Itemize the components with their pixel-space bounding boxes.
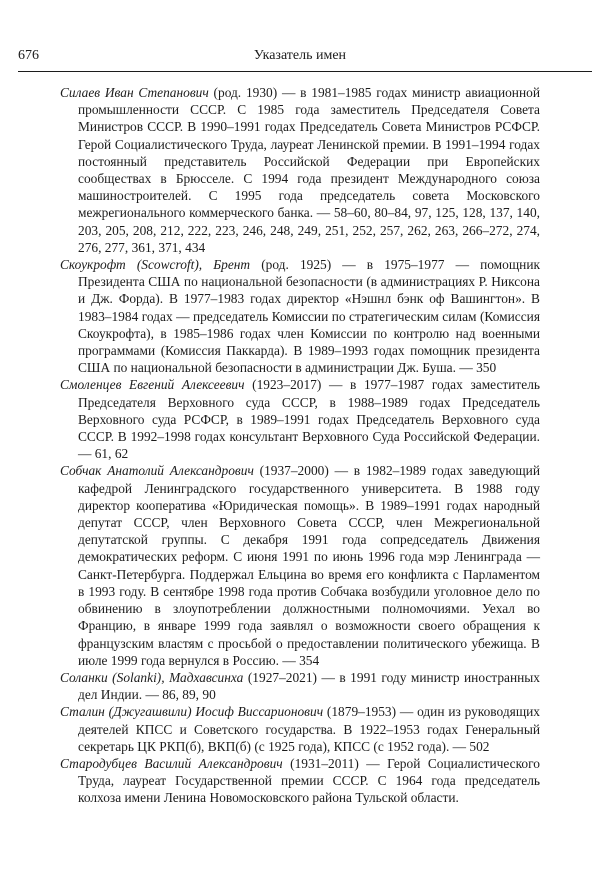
index-entry	[60, 84, 540, 256]
index-entry	[60, 462, 540, 668]
index-entry	[60, 376, 540, 462]
running-title: Указатель имен	[253, 48, 347, 63]
entry-name: Соланки (Solanki), Мадхавсинха	[60, 669, 244, 685]
entry-name: Собчак Анатолий Александрович	[60, 463, 254, 479]
entry-text: (1937–2000) — в 1982–1989 годах заведующий кафедрой Ленинградского государственного университета. В 1988 году директор кооператива «Юридическая помощь». В 1989–1991 годах народный депутат СССР, член Верховного Совета СССР, член Межрегиональной депутатской группы. С декабря 1991 года сопредседатель Движения демократических реформ. С июня 1991 по июнь 1996 года мэр Ленинграда — Санкт-Петербурга. Поддержал Ельцина во время его конфликта с Парламентом в 1993 году. В сентябре 1998 года против Собчака возбудили уголовное дело по обвинению в злоупотреблении должностными полномочиями. Уехал во Францию, в январе 1999 года заявлял о возможности своего обращения к французским властям с просьбой о предоставлении политического убежища. В июле 1999 года вернулся в Россию. — 354	[78, 463, 540, 668]
entry-name: Стародубцев Василий Александрович	[60, 755, 283, 771]
name-index-entries	[60, 84, 540, 807]
entry-text: (род. 1925) — в 1975–1977 — помощник Президента США по национальной безопасности (в администрациях Р. Никсона и Дж. Форда). В 1977–1983 годах директор «Нэшнл бэнк оф Вашингтон». В 1983–1984 годах — председатель Комиссии по стратегическим силам (Комиссия Скоукрофта), в 1985–1986 годах член Комиссии по контролю над военными программами (Комиссия Паккарда). В 1989–1993 годах помощник президента США по национальной безопасности в администрации Дж. Буша. — 350	[78, 257, 540, 376]
entry-name: Сталин (Джугашвили) Иосиф Виссарионович	[60, 704, 324, 720]
entry-text: (1927–2021) — в 1991 году министр иностранных дел Индии. — 86, 89, 90	[78, 669, 540, 703]
entry-text: (1879–1953) — один из руководящих деятелей КПСС и Советского государства. В 1922–1953 годах Генеральный секретарь ЦК РКП(б), ВКП(б) (с 1925 года), КПСС (с 1952 года). — 502	[78, 704, 540, 754]
entry-text: (род. 1930) — в 1981–1985 годах министр авиационной промышленности СССР. С 1985 года заместитель Председателя Совета Министров СССР. В 1990–1991 годах Председатель Совета Министров РСФСР. Герой Социалистического Труда, лауреат Ленинской премии. В 1991–1994 годах постоянный представитель Российской Федерации при Европейских сообществах в Брюсселе. С 1994 года президент Международного союза машиностроителей. С 1995 года председатель совета Московского межрегионального коммерческого банка. — 58–60, 80–84, 97, 125, 128, 137, 140, 203, 205, 208, 212, 222, 223, 246, 248, 249, 251, 252, 257, 262, 263, 266–272, 274, 276, 277, 361, 371, 434	[78, 85, 540, 255]
index-entry	[60, 703, 540, 755]
entry-text: (1923–2017) — в 1977–1987 годах заместитель Председателя Верховного суда СССР, в 1988–1989 годах Председатель Верховного суда РСФСР, в 1989–1991 годах Председатель Верховного суда СССР. В 1992–1998 годах консультант Верховного Суда Российской Федерации. — 61, 62	[78, 377, 540, 462]
entry-text: (1931–2011) — Герой Социалистического Труда, лауреат Государственной премии СССР. С 1964 года председатель колхоза имени Ленина Новомосковского района Тульской области.	[78, 755, 540, 806]
index-entry	[60, 755, 540, 807]
entry-name: Скоукрофт (Scowcroft), Брент	[60, 257, 251, 273]
entry-name: Силаев Иван Степанович	[60, 85, 209, 100]
header-rule	[18, 71, 592, 72]
page-header	[0, 46, 600, 70]
page-number: 676	[18, 48, 39, 63]
index-entry	[60, 256, 540, 376]
index-entry	[60, 669, 540, 703]
entry-name: Смоленцев Евгений Алексеевич	[60, 377, 245, 393]
